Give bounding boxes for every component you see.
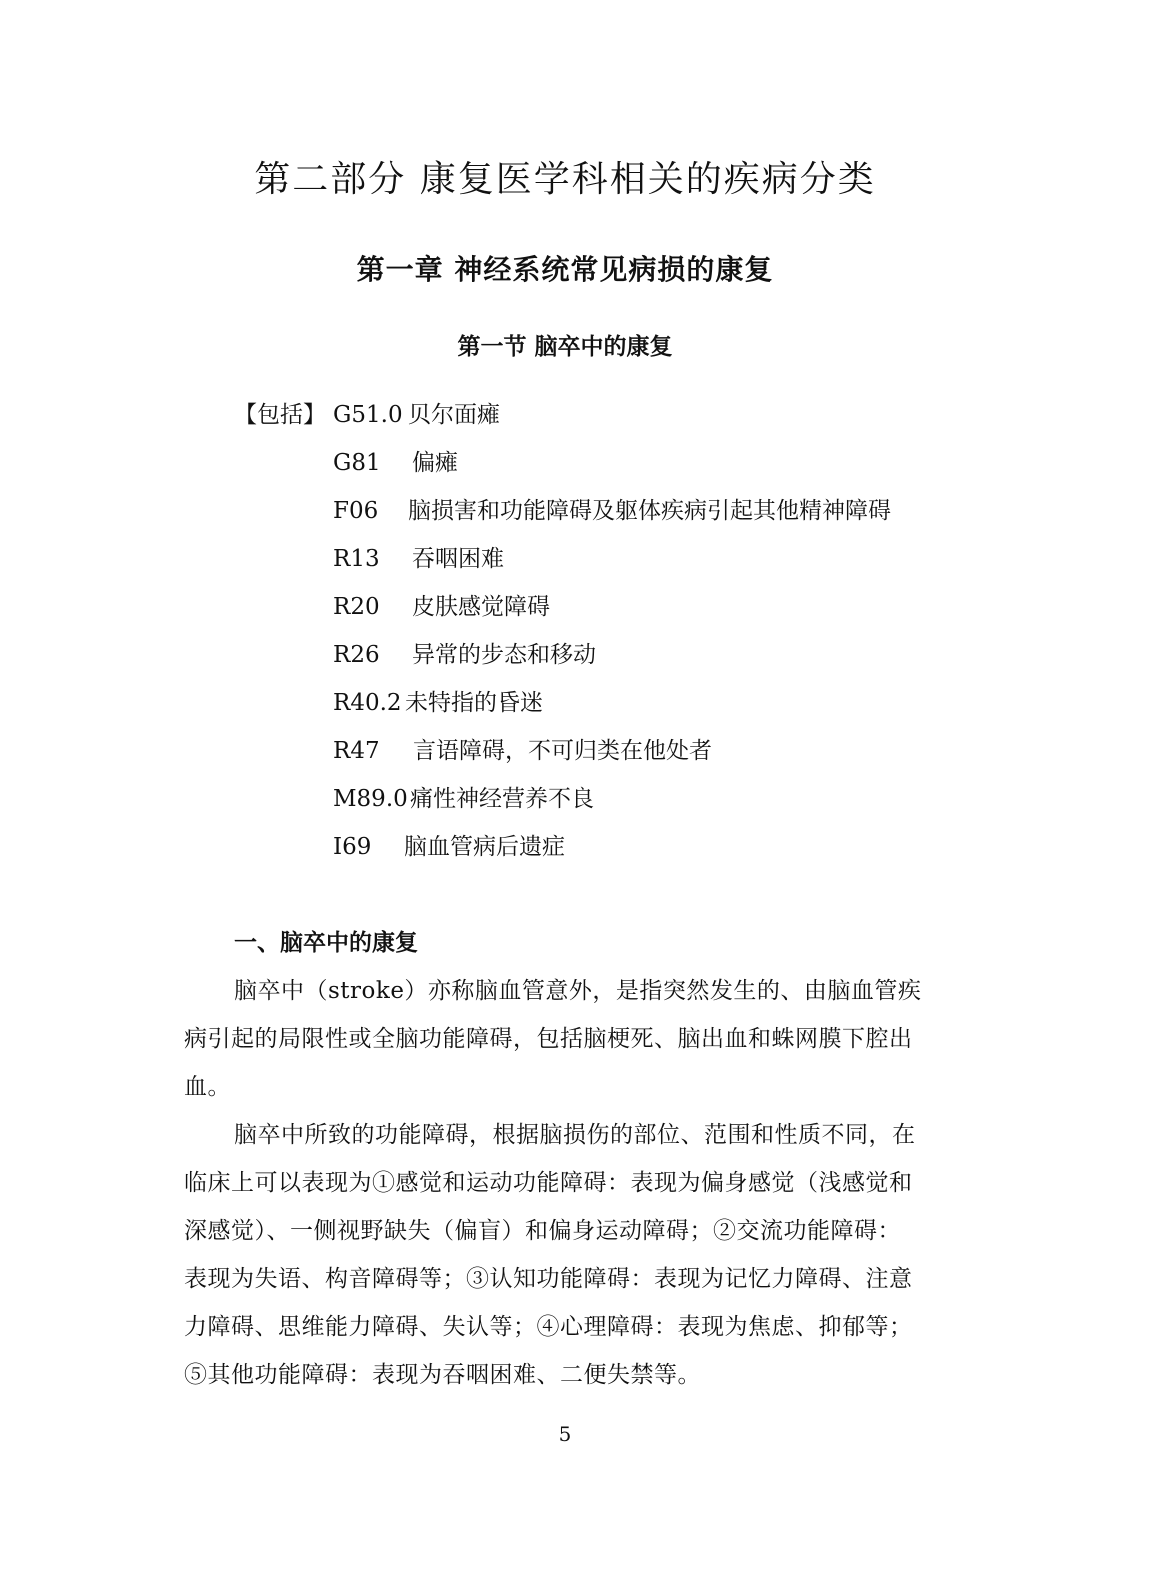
page-number: 5 <box>558 1422 572 1446</box>
icd-code: R47 <box>333 738 380 764</box>
icd-code: R20 <box>333 594 380 620</box>
icd-code: R40.2 <box>333 690 402 716</box>
icd-code: M89.0 <box>333 786 408 812</box>
icd-description: 未特指的昏迷 <box>405 690 543 716</box>
chapter-title: 第一章 神经系统常见病损的康复 <box>356 253 774 286</box>
paragraph-line: 脑卒中（stroke）亦称脑血管意外，是指突然发生的、由脑血管疾 <box>234 978 922 1004</box>
icd-description: 吞咽困难 <box>412 546 504 572</box>
section-title: 第一节 脑卒中的康复 <box>457 334 673 360</box>
part-title: 第二部分 康复医学科相关的疾病分类 <box>254 159 876 200</box>
icd-code: F06 <box>333 498 379 524</box>
icd-description: 贝尔面瘫 <box>408 402 500 428</box>
icd-code: I69 <box>333 834 372 860</box>
paragraph-line: 临床上可以表现为①感觉和运动功能障碍：表现为偏身感觉（浅感觉和 <box>184 1170 913 1196</box>
icd-code: G81 <box>333 450 381 476</box>
icd-code: G51.0 <box>333 402 403 428</box>
paragraph-line: 脑卒中所致的功能障碍，根据脑损伤的部位、范围和性质不同，在 <box>234 1122 916 1148</box>
paragraph-line: 病引起的局限性或全脑功能障碍，包括脑梗死、脑出血和蛛网膜下腔出 <box>184 1026 913 1052</box>
icd-description: 皮肤感觉障碍 <box>412 594 550 620</box>
icd-description: 脑血管病后遗症 <box>404 834 565 860</box>
icd-description: 偏瘫 <box>412 450 458 476</box>
icd-description: 异常的步态和移动 <box>412 642 596 668</box>
icd-description: 痛性神经营养不良 <box>410 786 594 812</box>
paragraph-line: 深感觉）、一侧视野缺失（偏盲）和偏身运动障碍；②交流功能障碍： <box>184 1218 901 1244</box>
includes-label: 【包括】 <box>234 402 326 428</box>
icd-description: 脑损害和功能障碍及躯体疾病引起其他精神障碍 <box>408 498 891 524</box>
paragraph-line: ⑤其他功能障碍：表现为吞咽困难、二便失禁等。 <box>184 1362 701 1388</box>
icd-code: R26 <box>333 642 380 668</box>
paragraph-line: 力障碍、思维能力障碍、失认等；④心理障碍：表现为焦虑、抑郁等； <box>184 1314 913 1340</box>
icd-description: 言语障碍，不可归类在他处者 <box>413 738 712 764</box>
icd-code: R13 <box>333 546 380 572</box>
paragraph-line: 表现为失语、构音障碍等；③认知功能障碍：表现为记忆力障碍、注意 <box>184 1266 913 1292</box>
subheading: 一、脑卒中的康复 <box>234 930 418 956</box>
paragraph-line: 血。 <box>184 1074 231 1100</box>
